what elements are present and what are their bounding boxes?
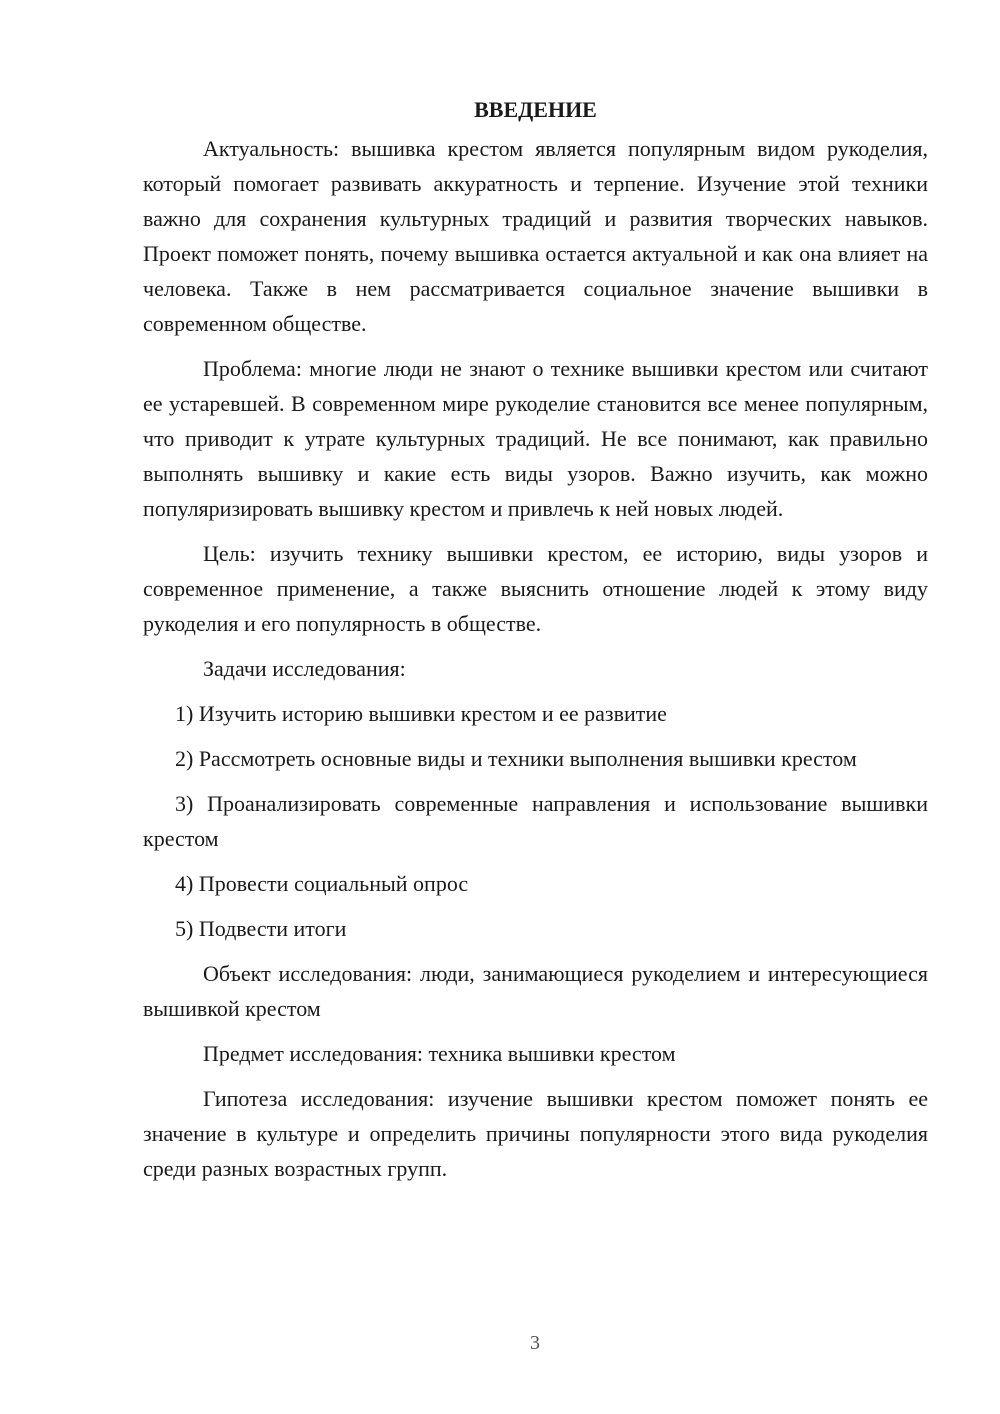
paragraph-problem: Проблема: многие люди не знают о технике вышивки крестом или считают ее устаревшей. В современном мире рукоделие становится все менее популярным, что приводит к утрате культурных традиций. Не все понимают, как правильно выполнять вышивку и какие есть виды узоров. Важно изучить, как можно популяризировать вышивку крестом и привлечь к ней новых людей. — [143, 356, 928, 521]
task-item-3: 3) Проанализировать современные направления и использование вышивки крестом — [143, 791, 928, 851]
paragraph-relevance: Актуальность: вышивка крестом является популярным видом рукоделия, который помогает развивать аккуратность и терпение. Изучение этой техники важно для сохранения культурных традиций и развития творческих навыков. Проект поможет понять, почему вышивка остается актуальной и как она влияет на человека. Также в нем рассматривается социальное значение вышивки в современном обществе. — [143, 136, 928, 336]
document-page — [143, 92, 928, 1196]
paragraph-hypothesis: Гипотеза исследования: изучение вышивки крестом поможет понять ее значение в культуре и определить причины популярности этого вида рукоделия среди разных возрастных групп. — [143, 1086, 928, 1181]
section-title: ВВЕДЕНИЕ — [474, 97, 597, 122]
task-item-2: 2) Рассмотреть основные виды и техники выполнения вышивки крестом — [175, 746, 857, 771]
paragraph-object: Объект исследования: люди, занимающиеся рукоделием и интересующиеся вышивкой крестом — [143, 961, 928, 1021]
task-item-1: 1) Изучить историю вышивки крестом и ее развитие — [175, 701, 667, 726]
task-item-5: 5) Подвести итоги — [175, 916, 347, 941]
paragraph-goal: Цель: изучить технику вышивки крестом, ее историю, виды узоров и современное применение, а также выяснить отношение людей к этому виду рукоделия и его популярность в обществе. — [143, 541, 928, 636]
page-number: 3 — [530, 1332, 540, 1354]
paragraph-tasks-heading: Задачи исследования: — [203, 656, 406, 681]
paragraph-subject: Предмет исследования: техника вышивки крестом — [203, 1041, 676, 1066]
task-item-4: 4) Провести социальный опрос — [175, 871, 469, 896]
